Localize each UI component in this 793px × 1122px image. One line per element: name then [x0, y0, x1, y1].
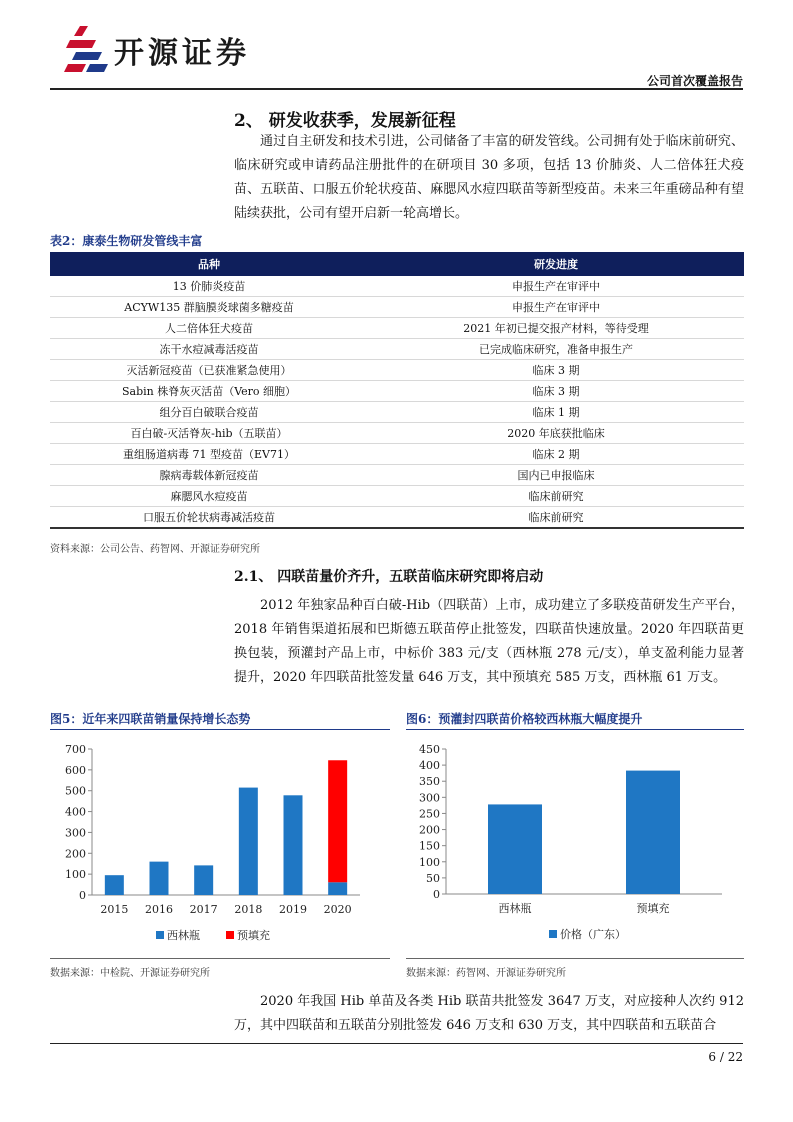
- legend-label: 预填充: [237, 929, 270, 942]
- table-row: [50, 339, 744, 360]
- table-cell-variety: 人二倍体狂犬疫苗: [50, 318, 368, 339]
- table-cell-progress: 临床 1 期: [368, 402, 744, 423]
- bar-primary: [239, 788, 258, 895]
- table-cell-variety: Sabin 株脊灰灭活苗（Vero 细胞）: [50, 381, 368, 402]
- figure5-source: 数据来源：中检院、开源证券研究所: [50, 968, 210, 979]
- table-cell-progress: 国内已申报临床: [368, 465, 744, 486]
- table-cell-progress: 2021 年初已提交报产材料，等待受理: [368, 318, 744, 339]
- table-header-row: [50, 252, 744, 276]
- table-cell-variety: 冻干水痘减毒活疫苗: [50, 339, 368, 360]
- table-cell-variety: 组分百白破联合疫苗: [50, 402, 368, 423]
- closing-paragraph: [234, 990, 744, 1038]
- x-tick-label: 2015: [100, 903, 129, 916]
- table-cell-variety: 腺病毒载体新冠疫苗: [50, 465, 368, 486]
- table-row: [50, 423, 744, 444]
- bar-primary: [284, 795, 303, 895]
- table-row: [50, 318, 744, 339]
- table-row: [50, 402, 744, 423]
- y-tick-label: 600: [65, 763, 86, 777]
- table-cell-variety: 麻腮风水痘疫苗: [50, 486, 368, 507]
- figure5-bottom-rule: [50, 958, 390, 959]
- pipeline-table: [50, 252, 744, 529]
- figure6-bottom-rule: [406, 958, 744, 959]
- section-paragraph: [234, 130, 744, 226]
- logo-mark-icon: [62, 22, 112, 74]
- table-cell-progress: 临床前研究: [368, 486, 744, 507]
- table-row: [50, 297, 744, 318]
- bar-primary: [105, 875, 124, 895]
- legend-label: 价格（广东）: [560, 928, 626, 941]
- header-divider: [50, 88, 743, 90]
- figure5-chart: [50, 734, 390, 956]
- subsection-heading: 2.1、 四联苗量价齐升，五联苗临床研究即将启动: [234, 569, 544, 585]
- closing-paragraph-text: 2020 年我国 Hib 单苗及各类 Hib 联苗共批签发 3647 万支，对应接种人次约 912 万，其中四联苗和五联苗分别批签发 646 万支和 630 万支，其中四联苗和五联苗合: [234, 994, 744, 1033]
- y-tick-label: 700: [65, 743, 86, 756]
- section-paragraph-text: 通过自主研发和技术引进，公司储备了丰富的研发管线。公司拥有处于临床前研究、临床研究或申请药品注册批件的在研项目 30 多项，包括 13 价肺炎、人二倍体狂犬疫苗、五联苗、口服五价轮状疫苗、麻腮风水痘四联苗等新型疫苗。未来三年重磅品种有望陆续获批，公司有望开启新一轮高增长。: [234, 134, 744, 221]
- table-cell-variety: 口服五价轮状病毒减活疫苗: [50, 507, 368, 529]
- table-cell-progress: 2020 年底获批临床: [368, 423, 744, 444]
- y-tick-label: 0: [433, 888, 440, 901]
- y-tick-label: 150: [419, 839, 440, 853]
- x-tick-label: 2017: [189, 903, 218, 916]
- table-cell-progress: 临床前研究: [368, 507, 744, 529]
- legend-swatch: [156, 931, 164, 939]
- x-tick-label: 2018: [234, 903, 263, 916]
- x-tick-label: 2019: [279, 903, 307, 916]
- bar-primary: [194, 865, 213, 895]
- bar-secondary: [328, 760, 347, 882]
- y-tick-label: 350: [419, 775, 440, 789]
- report-type: 公司首次覆盖报告: [646, 74, 743, 88]
- table-cell-progress: 已完成临床研究，准备申报生产: [368, 339, 744, 360]
- bar-primary: [488, 804, 542, 894]
- y-tick-label: 500: [65, 784, 86, 798]
- y-tick-label: 100: [65, 868, 86, 882]
- table-row: [50, 360, 744, 381]
- logo: [62, 22, 292, 74]
- table-cell-progress: 临床 3 期: [368, 381, 744, 402]
- table-row: [50, 276, 744, 297]
- table-header-variety: 品种: [50, 252, 368, 276]
- table-cell-variety: 百白破-灭活脊灰-hib（五联苗）: [50, 423, 368, 444]
- table-header-progress: 研发进度: [368, 252, 744, 276]
- y-tick-label: 400: [65, 805, 86, 819]
- figure6-top-rule: [406, 729, 744, 730]
- table-cell-progress: 申报生产在审评中: [368, 276, 744, 297]
- table-cell-variety: 13 价肺炎疫苗: [50, 276, 368, 297]
- legend-label: 西林瓶: [167, 929, 200, 942]
- y-tick-label: 200: [419, 823, 440, 837]
- figure6-title: 图6：预灌封四联苗价格较西林瓶大幅度提升: [406, 712, 643, 726]
- y-tick-label: 50: [426, 871, 440, 885]
- table-row: [50, 486, 744, 507]
- table-title: 表2：康泰生物研发管线丰富: [50, 234, 203, 248]
- x-tick-label: 预填充: [636, 902, 670, 915]
- page-number: 6 / 22: [708, 1050, 743, 1064]
- bar-primary: [328, 882, 347, 895]
- table-cell-progress: 申报生产在审评中: [368, 297, 744, 318]
- x-tick-label: 西林瓶: [498, 902, 532, 915]
- table-row: [50, 465, 744, 486]
- table-row: [50, 507, 744, 529]
- bar-primary: [626, 771, 680, 894]
- table-row: [50, 444, 744, 465]
- figure6-chart: [406, 734, 744, 956]
- table-row: [50, 381, 744, 402]
- y-tick-label: 200: [65, 847, 86, 861]
- table-cell-variety: ACYW135 群脑膜炎球菌多糖疫苗: [50, 297, 368, 318]
- section-heading: 2、 研发收获季，发展新征程: [234, 111, 456, 131]
- y-tick-label: 450: [419, 743, 440, 756]
- y-tick-label: 300: [419, 791, 440, 805]
- table-source: 资料来源：公司公告、药智网、开源证券研究所: [50, 544, 260, 555]
- y-tick-label: 100: [419, 855, 440, 869]
- figure6-source: 数据来源：药智网、开源证券研究所: [406, 968, 566, 979]
- legend-swatch: [549, 930, 557, 938]
- footer-divider: [50, 1043, 743, 1044]
- x-tick-label: 2020: [323, 903, 352, 916]
- y-tick-label: 250: [419, 807, 440, 821]
- table-cell-variety: 灭活新冠疫苗（已获准紧急使用）: [50, 360, 368, 381]
- figure5-title: 图5：近年来四联苗销量保持增长态势: [50, 712, 251, 726]
- logo-text: 开源证券: [114, 36, 250, 71]
- x-tick-label: 2016: [145, 903, 173, 916]
- subsection-paragraph-text: 2012 年独家品种百白破-Hib（四联苗）上市，成功建立了多联疫苗研发生产平台，2018 年销售渠道拓展和巴斯德五联苗停止批签发，四联苗快速放量。2020 年四联苗更换包装，预灌封产品上市，中标价 383 元/支（西林瓶 278 元/支），单支盈利能力显著提升，2020 年四联苗批签发量 646 万支，其中预填充 585 万支，西林瓶 61 万支。: [234, 598, 744, 685]
- y-tick-label: 300: [65, 826, 86, 840]
- bar-primary: [150, 862, 169, 895]
- y-tick-label: 0: [79, 889, 86, 902]
- legend-swatch: [226, 931, 234, 939]
- table-cell-variety: 重组肠道病毒 71 型疫苗（EV71）: [50, 444, 368, 465]
- y-tick-label: 400: [419, 759, 440, 773]
- table-cell-progress: 临床 3 期: [368, 360, 744, 381]
- table-cell-progress: 临床 2 期: [368, 444, 744, 465]
- figure5-top-rule: [50, 729, 390, 730]
- subsection-paragraph: [234, 594, 744, 690]
